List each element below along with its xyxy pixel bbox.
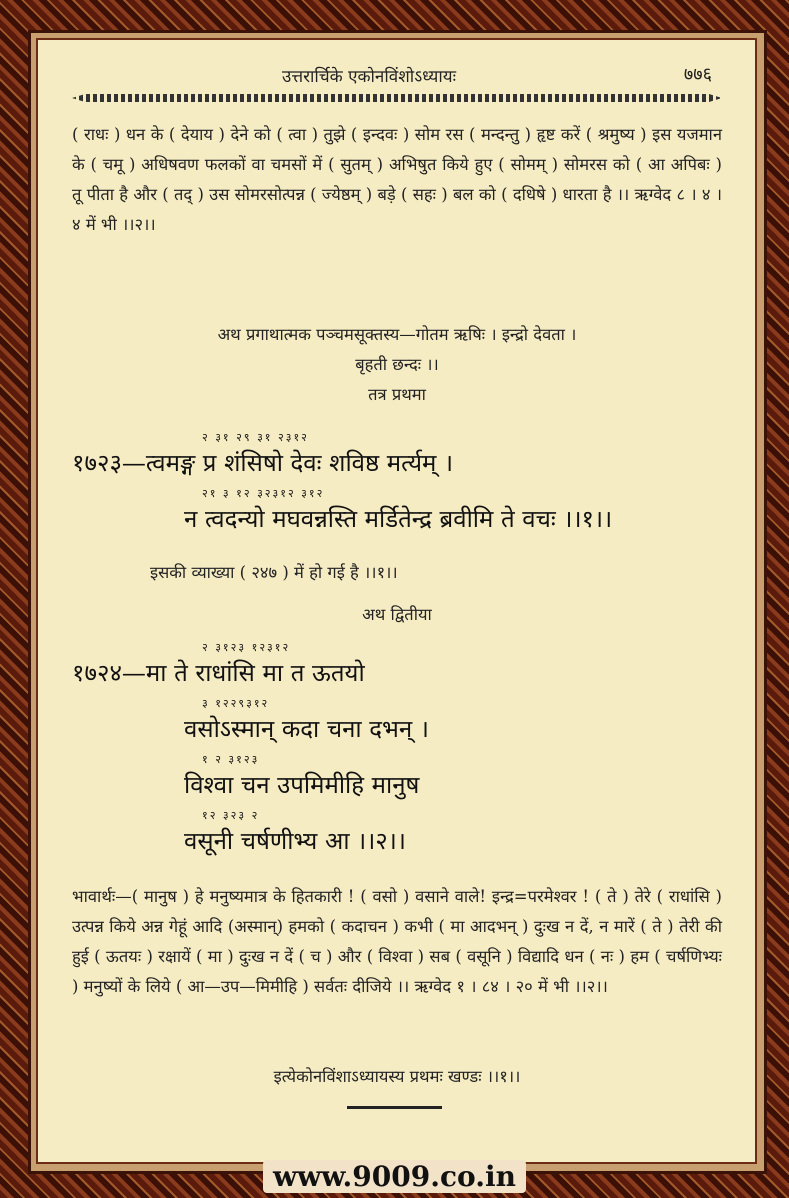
page-title: उत्तरार्चिके एकोनविंशोऽध्यायः [282, 67, 457, 87]
svara-marks: १ २ ३१२३ [202, 753, 260, 766]
book-page [36, 38, 757, 1164]
bhavartha-paragraph: भावार्थः—( मानुष ) हे मनुष्यमात्र के हितकारी ! ( वसो ) वसाने वाले! इन्द्र=परमेश्वर ! ( ते ) तेरे ( राधांसि ) उत्पन्न किये अन्न गेहूं आदि (अस्मान्) हमको ( कदाचन ) कभी ( मा आदभन् ) दुःख न दें, न मारें ( ते ) तेरी की हुई ( ऊतयः ) रक्षायें ( मा ) दुःख न दें ( च ) और ( विश्वा ) सब ( वसूनि ) विद्यादि धन ( नः ) हम ( चर्षणिभ्यः ) मनुष्यों के लिये ( आ—उप—मिमीहि ) सर्वतः दीजिये ।। ऋग्वेद १ । ८४ । २० में भी ।।२।। [72, 887, 722, 996]
svara-marks: २१ ३ १२ ३२३१२ ३१२ [202, 487, 325, 500]
svara-marks: २ ३१२३ १२३१२ [202, 641, 291, 654]
intro-line-1: अथ प्रगाथात्मक पञ्चमसूक्तस्य—गोतम ऋषिः । इन्द्रो देवता । [217, 325, 577, 344]
explanation-note: इसकी व्याख्या ( २४७ ) में हो गई है ।।१।। [150, 563, 398, 582]
page-content [72, 58, 722, 1086]
footer-watermark [0, 1160, 789, 1198]
page-number: ७७६ [683, 64, 712, 85]
svara-marks: २ ३१ २९ ३१ २३१२ [202, 431, 309, 444]
verse-1724-line-1: १७२४—मा ते राधांसि मा त ऊतयो [72, 659, 365, 687]
section-heading-second: अथ द्वितीया [362, 605, 432, 624]
header-rule [72, 94, 722, 102]
verse-1724-line-2: वसोऽस्मान् कदा चना दभन् । [184, 715, 429, 743]
end-separator [347, 1106, 442, 1109]
verse-1723-line-2: न त्वदन्यो मघवन्नस्ति मर्डितेन्द्र ब्रवीमि ते वचः ।।१।। [184, 505, 613, 533]
svara-marks: १२ ३२३ २ [202, 809, 260, 822]
closing-line: इत्येकोनविंशाऽध्यायस्य प्रथमः खण्डः ।।१।। [273, 1067, 521, 1086]
intro-line-2: बृहती छन्दः ।। [355, 355, 439, 374]
verse-1723-line-1: १७२३—त्वमङ्ग प्र शंसिषो देवः शविष्ठ मर्त्यम् । [72, 449, 454, 477]
footer-url: www.9009.co.in [263, 1160, 526, 1193]
svara-marks: ३ १२२९३१२ [202, 697, 270, 710]
section-heading-first: तत्र प्रथमा [368, 385, 426, 404]
verse-1724-line-4: वसूनी चर्षणीभ्य आ ।।२।। [184, 827, 406, 855]
commentary-paragraph: ( राधः ) धन के ( देयाय ) देने को ( त्वा ) तुझे ( इन्दवः ) सोम रस ( मन्दन्तु ) हृष्ट करें ( श्रमुष्य ) इस यजमान के ( चमू ) अधिषवण फलकों वा चमसों में ( सुतम् ) अभिषुत किये हुए ( सोमम् ) सोमरस को ( आ अपिबः ) तू पीता है और ( तद् ) उस सोमरसोत्पन्न ( ज्येष्ठम् ) बड़े ( सहः ) बल को ( दधिषे ) धारता है ।। ऋग्वेद ८ । ४ । ४ में भी ।।२।। [72, 125, 722, 234]
verse-1724-line-3: विश्वा चन उपमिमीहि मानुष [184, 771, 420, 799]
page-header [72, 58, 722, 94]
